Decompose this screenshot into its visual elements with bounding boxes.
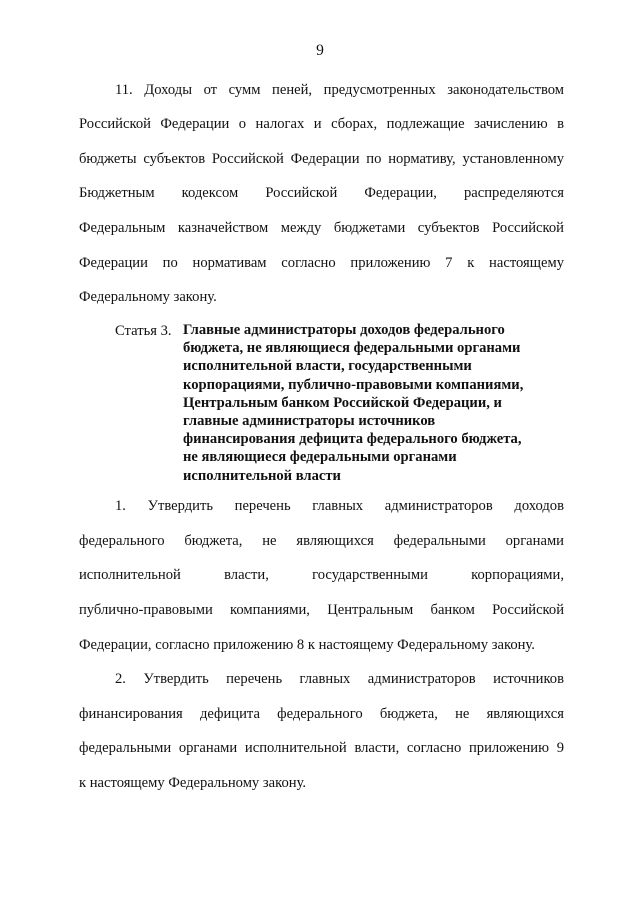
paragraph-2-line-3: федеральными органами исполнительной власти, согласно приложению 9 [79,740,564,756]
paragraph-11-line-1: 11. Доходы от сумм пеней, предусмотренных законодательством [115,82,564,98]
paragraph-11-line-6: Федерации по нормативам согласно приложению 7 к настоящему [79,255,564,271]
article-title [183,321,563,485]
article-title-line: исполнительной власти, государственными [183,358,472,375]
article-title-line: Центральным банком Российской Федерации, и [183,394,502,411]
paragraph-1-line-3: исполнительной власти, государственными корпорациями, [79,567,564,583]
paragraph-1-line-1: 1. Утвердить перечень главных администраторов доходов [115,498,564,514]
paragraph-11-line-3: бюджеты субъектов Российской Федерации по нормативу, установленному [79,151,564,167]
paragraph-1-line-4: публично-правовыми компаниями, Центральным банком Российской [79,602,564,618]
paragraph-2-line-4: к настоящему Федеральному закону. [79,775,307,791]
article-label: Статья 3. [115,323,172,339]
article-title-line: финансирования дефицита федерального бюджета, [183,431,522,448]
paragraph-2-line-2: финансирования дефицита федерального бюджета, не являющихся [79,706,564,722]
paragraph-11-line-7: Федеральному закону. [79,289,217,305]
paragraph-11-line-5: Федеральным казначейством между бюджетами субъектов Российской [79,220,564,236]
article-title-line: не являющиеся федеральными органами [183,449,457,466]
article-title-line: Главные администраторы доходов федерального [183,322,505,338]
page-number: 9 [316,42,324,59]
paragraph-1-line-2: федерального бюджета, не являющихся федеральными органами [79,533,564,549]
article-title-line: главные администраторы источников [183,413,436,430]
paragraph-1-line-5: Федерации, согласно приложению 8 к настоящему Федеральному закону. [79,637,535,653]
paragraph-11-line-2: Российской Федерации о налогах и сборах, подлежащие зачислению в [79,116,564,132]
article-title-line: бюджета, не являющиеся федеральными органами [183,340,521,357]
paragraph-2-line-1: 2. Утвердить перечень главных администраторов источников [115,671,564,687]
paragraph-11-line-4: Бюджетным кодексом Российской Федерации, распределяются [79,185,564,201]
article-title-line: корпорациями, публично-правовыми компаниями, [183,376,524,393]
article-title-line: исполнительной власти [183,467,341,484]
